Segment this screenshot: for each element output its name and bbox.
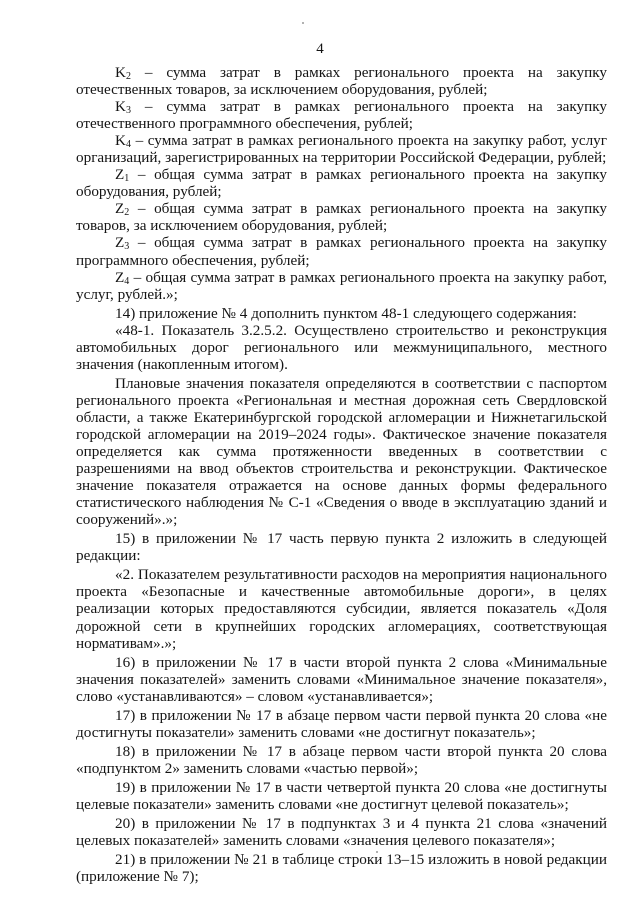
- paragraph-item-14: 14) приложение № 4 дополнить пунктом 48-1 следующего содержания:: [115, 304, 577, 322]
- paragraph-item-15: 15) в приложении № 17 часть первую пункта 2 изложить в следующей редакции:: [76, 530, 607, 565]
- paragraph-plan-values: Плановые значения показателя определяются в соответствии с паспортом регионального проекта «Региональная и местная дорожная сеть Свердловской области, а также Екатеринбургской городской агломерации и Нижнетагильской городской агломерации на 2019–2024 годы». Фактическое значение показателя определяется как сумма протяженности введенных в соответствии с разрешениями на ввод объектов строительства и реконструкции. Фактическое значение показателя отражается на основе данных формы федерального статистического наблюдения № С-1 «Сведения о вводе в эксплуатацию зданий и сооружений».»;: [76, 374, 607, 529]
- definition-k3: $K_3$ – сумма затрат в рамках регионального проекта на закупку отечественного программного обеспечения, рублей;: [76, 98, 607, 133]
- paragraph-quote-48-1: «48-1. Показатель 3.2.5.2. Осуществлено строительство и реконструкция автомобильных дорог регионального или межмуниципального, местного значения (накопленным итогом).: [76, 321, 607, 373]
- definition-k4: $K_4$ – сумма затрат в рамках регионального проекта на закупку работ, услуг организаций, зарегистрированных на территории Российской Федерации, рублей;: [76, 132, 607, 167]
- definition-k2: $K_2$ – сумма затрат в рамках регионального проекта на закупку отечественных товаров, за исключением оборудования, рублей;: [76, 64, 607, 99]
- paragraph-item-18: 18) в приложении № 17 в абзаце первом части второй пункта 20 слова «подпунктом 2» заменить словами «частью первой»;: [76, 742, 607, 777]
- definition-z2: $Z_2$ – общая сумма затрат в рамках регионального проекта на закупку товаров, за исключением оборудования, рублей;: [76, 200, 607, 235]
- paragraph-quote-2: «2. Показателем результативности расходов на мероприятия национального проекта «Безопасные и качественные автомобильные дороги», в целях реализации которых предоставляются субсидии, является показатель «Доля дорожной сети в крупнейших городских агломерациях, соответствующая нормативам».»;: [76, 566, 607, 652]
- scan-artifact-dot: [302, 22, 304, 24]
- paragraph-item-19: 19) в приложении № 17 в части четвертой пункта 20 слова «не достигнуты целевые показатели» заменить словами «не достигнут целевой показатель»;: [76, 778, 607, 813]
- paragraph-item-16: 16) в приложении № 17 в части второй пункта 2 слова «Минимальные значения показателей» заменить словами «Минимальное значение показателя», слово «устанавливаются» – словом «устанавливается»;: [76, 653, 607, 705]
- definition-z3: $Z_3$ – общая сумма затрат в рамках регионального проекта на закупку программного обеспечения, рублей;: [76, 234, 607, 269]
- paragraph-item-21: 21) в приложении № 21 в таблице строки 13–15 изложить в новой редакции (приложение № 7);: [76, 851, 607, 886]
- definition-z1: $Z_1$ – общая сумма затрат в рамках регионального проекта на закупку оборудования, рублей;: [76, 166, 607, 201]
- paragraph-item-17: 17) в приложении № 17 в абзаце первом части первой пункта 20 слова «не достигнуты показатели» заменить словами «не достигнут показатель»;: [76, 706, 607, 741]
- definition-z4: $Z_4$ – общая сумма затрат в рамках регионального проекта на закупку работ, услуг, рублей.»;: [76, 268, 607, 303]
- page-number: 4: [316, 41, 324, 57]
- paragraph-item-20: 20) в приложении № 17 в подпунктах 3 и 4 пункта 21 слова «значений целевых показателей» заменить словами «значения целевого показателя»;: [76, 815, 607, 850]
- document-body: [76, 64, 607, 885]
